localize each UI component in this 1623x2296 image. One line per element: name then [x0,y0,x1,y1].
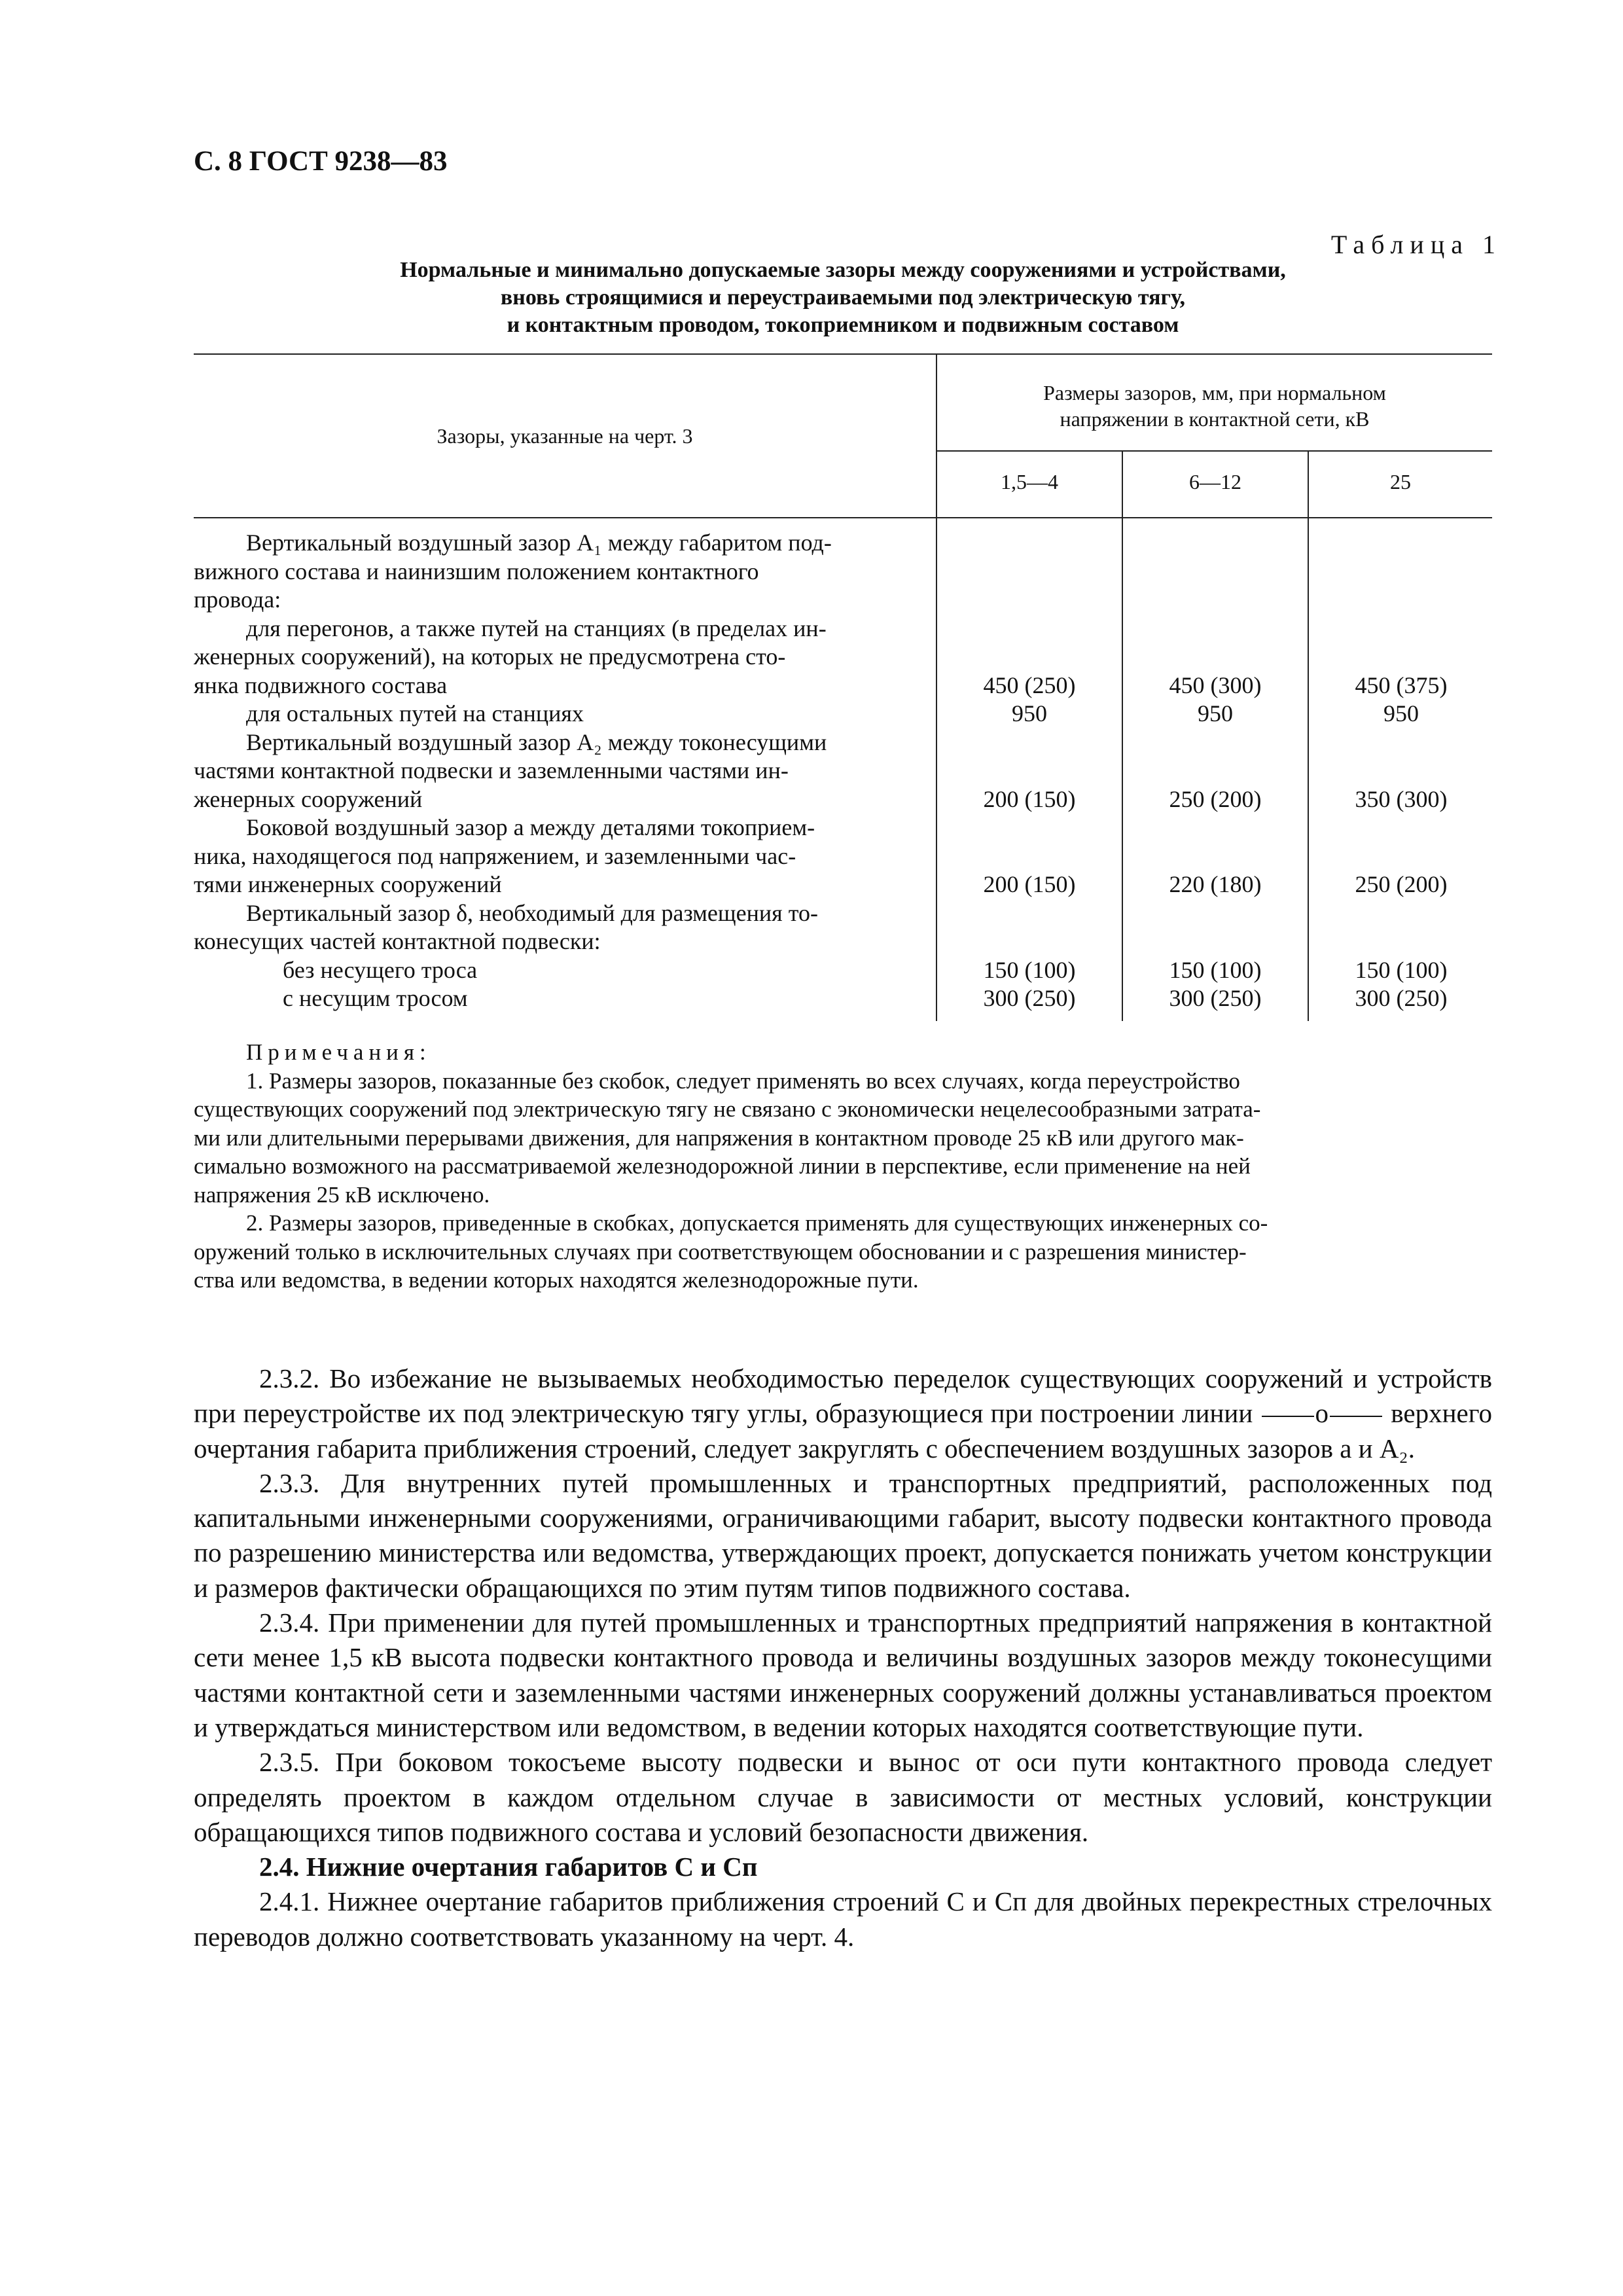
table-notes [194,1038,1492,1295]
clearance-table [194,353,1492,1034]
line-symbol-marker: о [1315,1398,1329,1429]
paragraph-2-3-4: 2.3.4. При применении для путей промышленных и транспортных предприятий напряжения в контактной сети менее 1,5 кВ высота подвески контактного провода и величины воздушных зазоров между токонесущими частями контактной сети и заземленными частями инженерных сооружений должны устанавливаться проектом и утверждаться министерством или ведомством, в ведении которых находятся соответствующие пути. [194,1607,1492,1742]
paragraph-text: 2.3.2. Во избежание не вызываемых необходимостью переделок существующих сооружений и устройств при переустройстве их под электрическую тягу углы, образующиеся при построении линии [194,1363,1492,1429]
value-cell: 200 (150) [983,871,1076,897]
row-text-line: для перегонов, а также путей на станциях (в пределах ин- [246,615,827,641]
note-line: 2. Размеры зазоров, приведенные в скобках, допускается применять для существующих инженерных со- [246,1210,1268,1236]
value-cell: 450 (300) [1169,672,1262,698]
notes-title: Примечания: [246,1039,431,1065]
note-line: существующих сооружений под электрическую тягу не связано с экономически нецелесообразными затрата- [194,1096,1261,1122]
section-heading-2-4: 2.4. Нижние очертания габаритов С и Сп [259,1852,758,1882]
value-cell: 450 (250) [983,672,1076,698]
note-line: симально возможного на рассматриваемой железнодорожной линии в перспективе, если применение на ней [194,1153,1251,1179]
row-text-line: Вертикальный воздушный зазор A₂ между токонесущими [246,728,827,755]
table-label: Таблица 1 [1330,230,1502,259]
table-title-line: Нормальные и минимально допускаемые зазоры между сооружениями и устройствами, [400,258,1286,282]
column-header-clearances: Зазоры, указанные на черт. 3 [437,424,693,448]
row-text-line: Боковой воздушный зазор a между деталями токоприем- [246,814,815,840]
subheader-rule [937,450,1492,452]
voltage-header-2: 6—12 [1189,470,1241,493]
value-cell: 350 (300) [1355,785,1448,812]
value-cell: 250 (200) [1169,785,1262,812]
voltage-header-1: 1,5—4 [1001,470,1058,493]
row-text-line: женерных сооружений [194,785,423,812]
value-cell: 950 [1012,700,1047,726]
table-title-line: вновь строящимися и переустраиваемыми под электрическую тягу, [500,285,1186,310]
column-header-sizes [937,380,1492,432]
row-text-line: женерных сооружений), на которых не предусмотрена сто- [194,643,786,670]
row-text-line: провода: [194,586,281,613]
table-body-text [194,529,927,1013]
row-text-line: с несущим тросом [283,985,468,1011]
note-line: 1. Размеры зазоров, показанные без скобок, следует применять во всех случаях, когда переустройство [246,1067,1240,1094]
row-text-line: вижного состава и наинизшим положением контактного [194,558,759,584]
value-cell: 450 (375) [1355,672,1448,698]
note-line: напряжения 25 кВ исключено. [194,1181,490,1208]
value-cell: 200 (150) [983,785,1076,812]
value-cell: 300 (250) [983,985,1076,1011]
table-title [194,257,1492,339]
column-header-line: напряжении в контактной сети, кВ [1060,407,1370,431]
row-text-line: частями контактной подвески и заземленными частями ин- [194,757,789,783]
page-header: С. 8 ГОСТ 9238—83 [194,146,448,177]
value-cell: 150 (100) [1169,956,1262,983]
value-cell: 150 (100) [1355,956,1448,983]
line-symbol-left [1262,1416,1314,1417]
value-cell: 950 [1198,700,1233,726]
value-cell: 300 (250) [1169,985,1262,1011]
column-divider [1122,450,1123,1021]
column-divider [1308,450,1309,1021]
row-text-line: для остальных путей на станциях [246,700,584,726]
paragraph-2-3-3: 2.3.3. Для внутренних путей промышленных и транспортных предприятий, расположенных под капитальными инженерными сооружениями, ограничивающими габарит, высоту подвески контактного провода по разрешению министерства или ведомства, утверждающих проект, допускается понижать учетом конструкции и размеров фактически обращающихся по этим путям типов подвижного состава. [194,1467,1492,1603]
table-top-rule [194,353,1492,355]
row-text-line: конесущих частей контактной подвески: [194,928,601,954]
voltage-header-3: 25 [1390,470,1411,493]
value-cell: 220 (180) [1169,871,1262,897]
value-cell: 950 [1383,700,1419,726]
row-text-line: Вертикальный воздушный зазор A₁ между габаритом под- [246,529,832,556]
header-bottom-rule [194,517,1492,518]
paragraph-2-4-1: 2.4.1. Нижнее очертание габаритов приближения строений С и Сп для двойных перекрестных стрелочных переводов должно соответствовать указанному на черт. 4. [194,1886,1492,1952]
row-text-line: тями инженерных сооружений [194,871,502,897]
note-line: оружений только в исключительных случаях при соответствующем обосновании и с разрешения министер- [194,1238,1247,1265]
table-title-line: и контактным проводом, токоприемником и подвижным составом [507,313,1179,337]
paragraph-2-3-2 [194,1361,1492,1466]
value-cell: 150 (100) [983,956,1076,983]
row-text-line: без несущего троса [283,956,478,983]
row-text-line: Вертикальный зазор δ, необходимый для размещения то- [246,899,818,926]
row-text-line: ника, находящегося под напряжением, и заземленными час- [194,842,796,869]
paragraph-text: верхнего очертания габарита приближения строений, следует закруглять с обеспечением воздушных зазоров a и A₂. [194,1398,1493,1463]
row-text-line: янка подвижного состава [194,672,448,698]
paragraph-2-3-5: 2.3.5. При боковом токосъеме высоту подвески и вынос от оси пути контактного провода следует определять проектом в каждом отдельном случае в зависимости от местных условий, конструкции обращающихся типов подвижного состава и условий безопасности движения. [194,1747,1492,1847]
note-line: ства или ведомства, в ведении которых находятся железнодорожные пути. [194,1267,919,1293]
body-text [194,1361,1492,1954]
note-line: ми или длительными перерывами движения, для напряжения в контактном проводе 25 кВ или другого мак- [194,1124,1244,1151]
value-cell: 300 (250) [1355,985,1448,1011]
line-symbol-right [1330,1416,1382,1417]
column-header-line: Размеры зазоров, мм, при нормальном [1043,381,1386,404]
value-cell: 250 (200) [1355,871,1448,897]
